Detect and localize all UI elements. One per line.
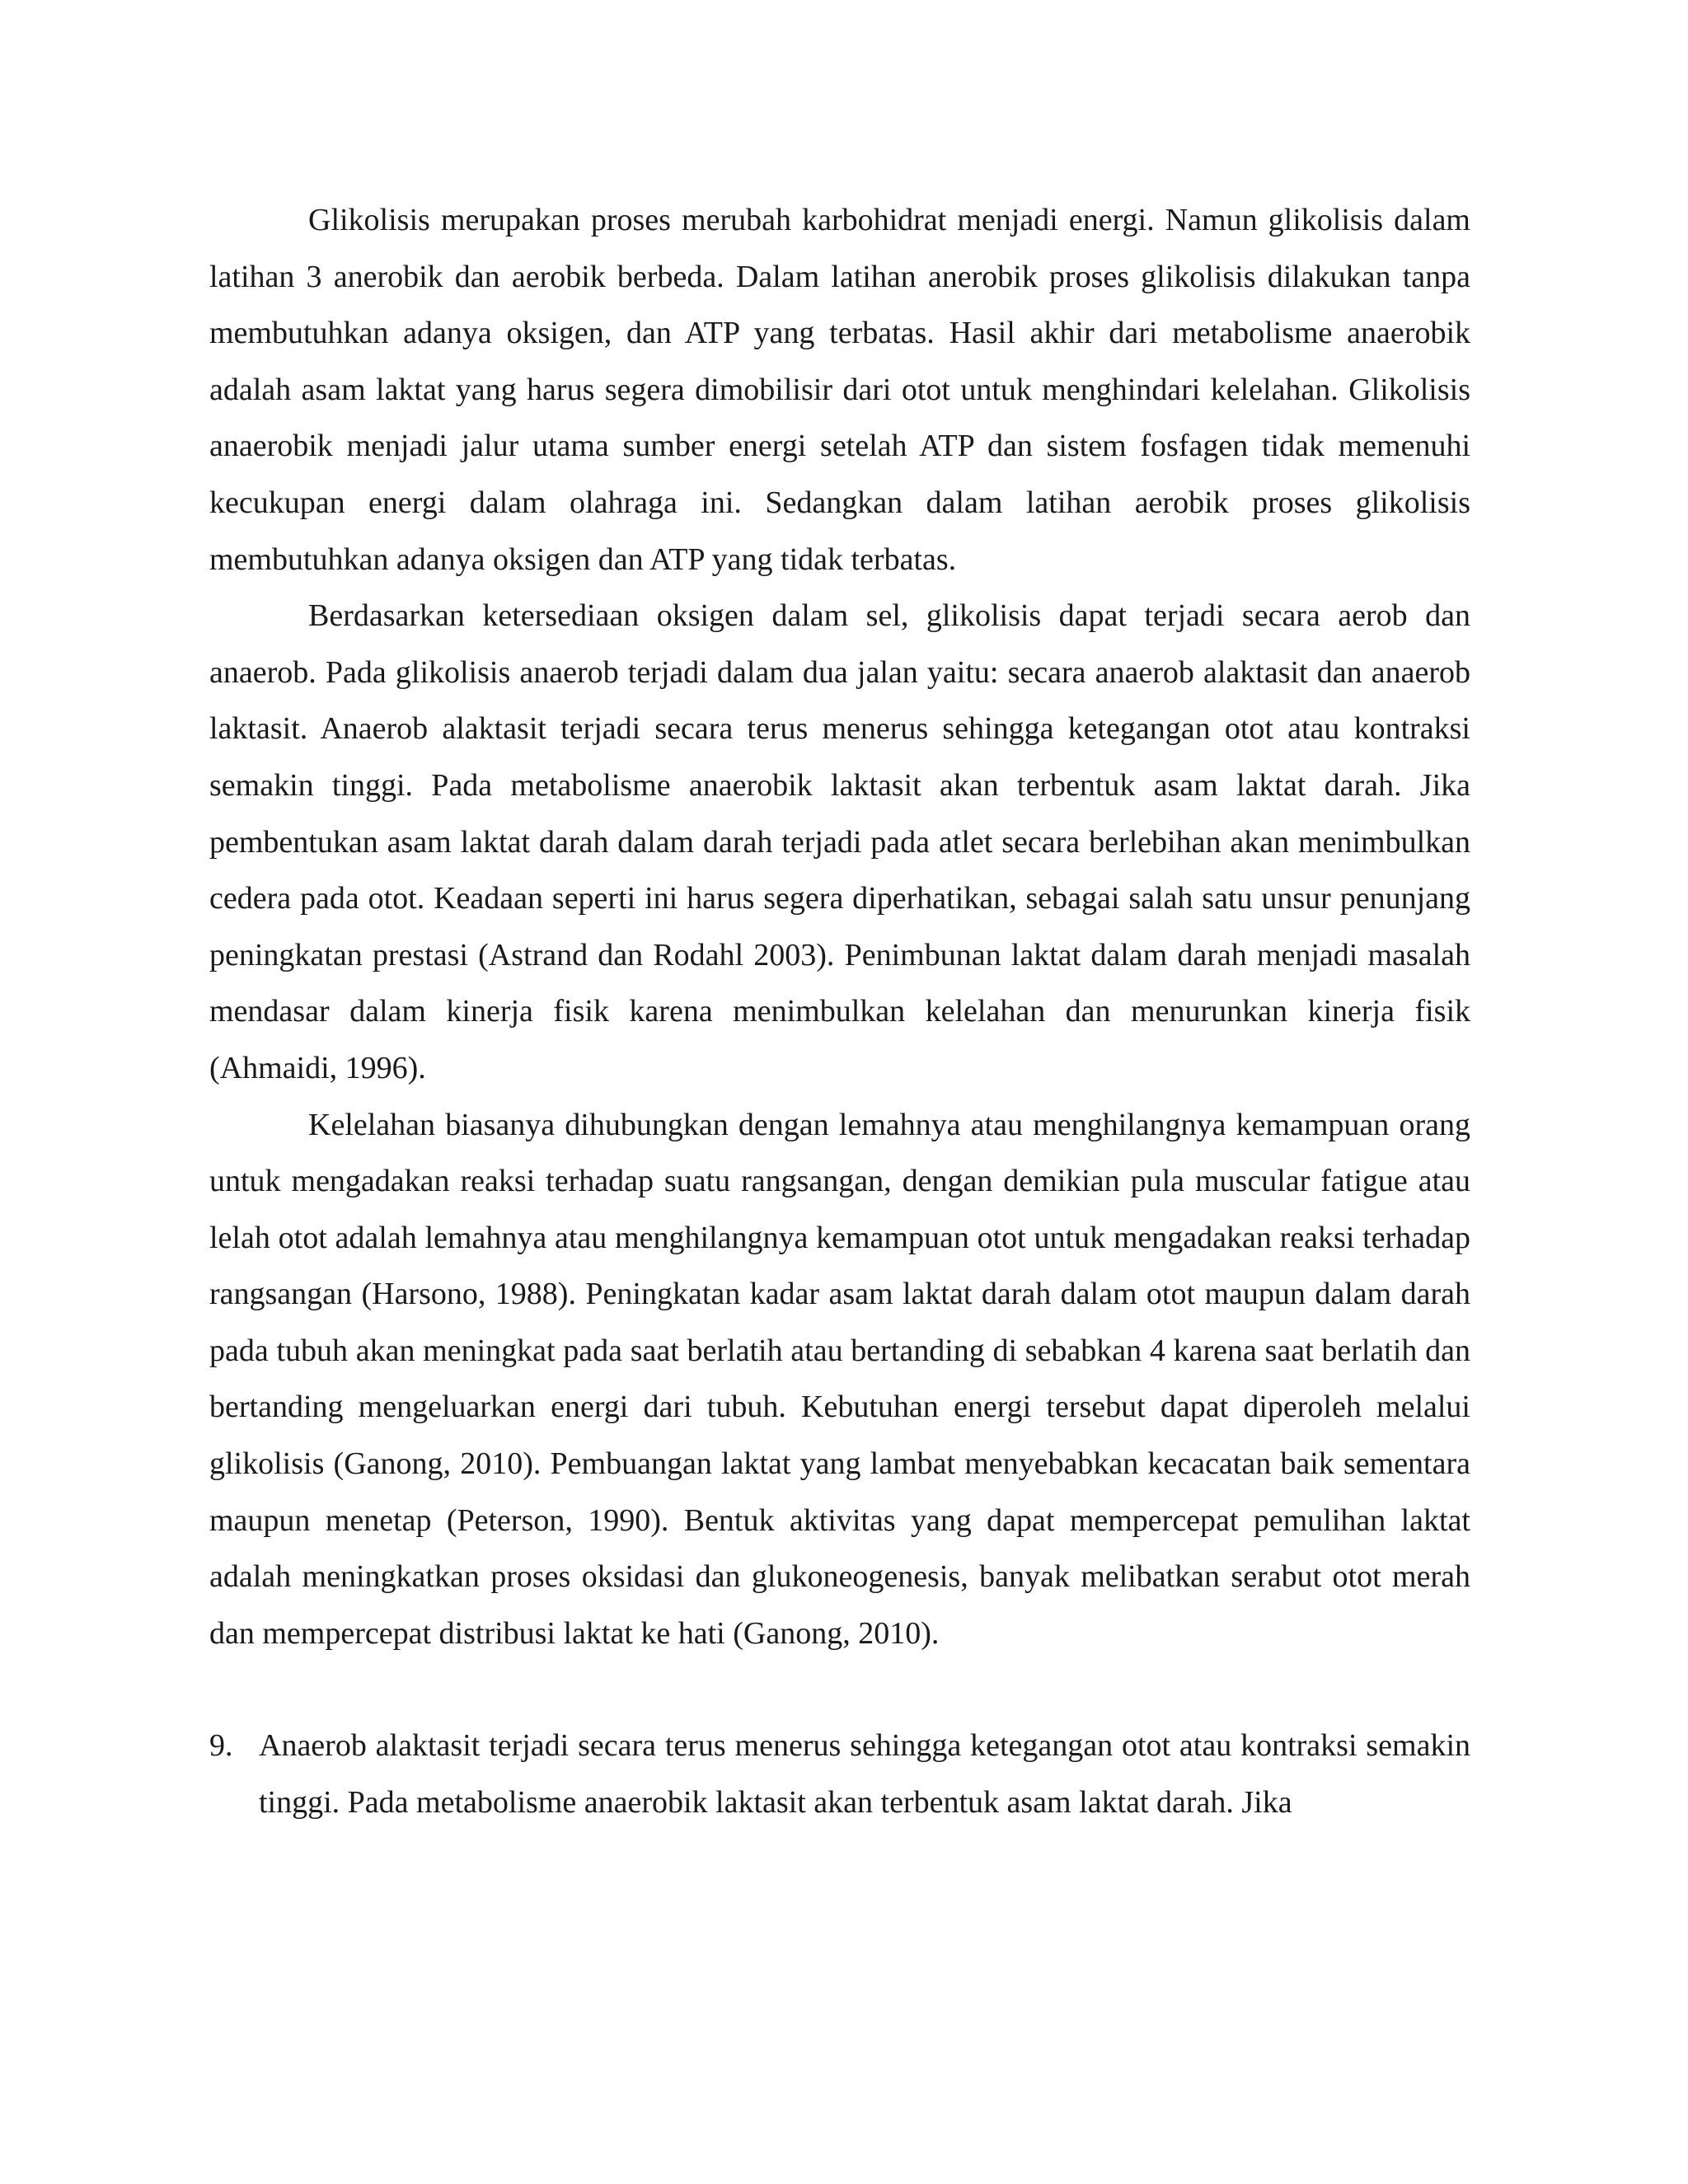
list-item-number: 9. bbox=[209, 1728, 233, 1764]
paragraph-ketersediaan-oksigen: Berdasarkan ketersediaan oksigen dalam sel, glikolisis dapat terjadi secara aerob dan anaerob. Pada glikolisis anaerob terjadi dalam dua jalan yaitu: secara anaerob alaktasit dan anaerob laktasit. Anaerob alaktasit terjadi secara terus menerus sehingga ketegangan otot atau kontraksi semakin tinggi. Pada metabolisme anaerobik laktasit akan terbentuk asam laktat darah. Jika pembentukan asam laktat darah dalam darah terjadi pada atlet secara berlebihan akan menimbulkan cedera pada otot. Keadaan seperti ini harus segera diperhatikan, sebagai salah satu unsur penunjang peningkatan prestasi (Astrand dan Rodahl 2003). Penimbunan laktat dalam darah menjadi masalah mendasar dalam kinerja fisik karena menimbulkan kelelahan dan menurunkan kinerja fisik (Ahmaidi, 1996). bbox=[209, 598, 1470, 1085]
document-page bbox=[209, 192, 1470, 1831]
numbered-list bbox=[209, 1718, 1470, 1830]
paragraph-kelelahan: Kelelahan biasanya dihubungkan dengan lemahnya atau menghilangnya kemampuan orang untuk mengadakan reaksi terhadap suatu rangsangan, dengan demikian pula muscular fatigue atau lelah otot adalah lemahnya atau menghilangnya kemampuan otot untuk mengadakan reaksi terhadap rangsangan (Harsono, 1988). Peningkatan kadar asam laktat darah dalam otot maupun dalam darah pada tubuh akan meningkat pada saat berlatih atau bertanding di sebabkan 4 karena saat berlatih dan bertanding mengeluarkan energi dari tubuh. Kebutuhan energi tersebut dapat diperoleh melalui glikolisis (Ganong, 2010). Pembuangan laktat yang lambat menyebabkan kecacatan baik sementara maupun menetap (Peterson, 1990). Bentuk aktivitas yang dapat mempercepat pemulihan laktat adalah meningkatkan proses oksidasi dan glukoneogenesis, banyak melibatkan serabut otot merah dan mempercepat distribusi laktat ke hati (Ganong, 2010). bbox=[209, 1107, 1470, 1651]
list-item bbox=[209, 1718, 1470, 1830]
paragraph-glikolisis: Glikolisis merupakan proses merubah karbohidrat menjadi energi. Namun glikolisis dalam latihan 3 anerobik dan aerobik berbeda. Dalam latihan anerobik proses glikolisis dilakukan tanpa membutuhkan adanya oksigen, dan ATP yang terbatas. Hasil akhir dari metabolisme anaerobik adalah asam laktat yang harus segera dimobilisir dari otot untuk menghindari kelelahan. Glikolisis anaerobik menjadi jalur utama sumber energi setelah ATP dan sistem fosfagen tidak memenuhi kecukupan energi dalam olahraga ini. Sedangkan dalam latihan aerobik proses glikolisis membutuhkan adanya oksigen dan ATP yang tidak terbatas. bbox=[209, 203, 1470, 577]
list-item-text: Anaerob alaktasit terjadi secara terus menerus sehingga ketegangan otot atau kontraksi semakin tinggi. Pada metabolisme anaerobik laktasit akan terbentuk asam laktat darah. Jika bbox=[259, 1728, 1470, 1821]
